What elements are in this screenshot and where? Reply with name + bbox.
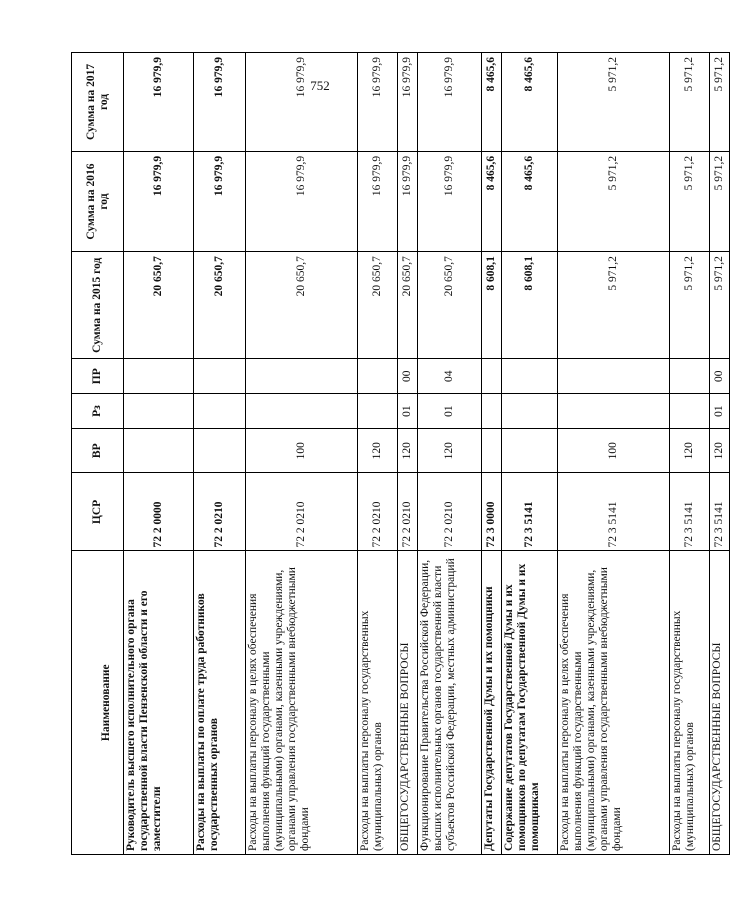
cell-sum-2017: 8 465,6: [482, 53, 502, 152]
cell-sum-2017: 16 979,9: [124, 53, 194, 152]
cell-name: Депутаты Государственной Думы и их помощники: [482, 551, 502, 855]
cell-sum-2015: 8 608,1: [482, 252, 502, 359]
cell-sum-2016: 16 979,9: [194, 151, 246, 251]
cell-name: Расходы на выплаты персоналу государственных (муниципальных) органов: [358, 551, 398, 855]
table-row: [558, 53, 670, 855]
cell-name: Расходы на выплаты персоналу в целях обеспечения выполнения функций государственными (муниципальными) органами, казенными учреждениями, органами управления государственными внебюджетными фондами: [558, 551, 670, 855]
header-sum-2015: Сумма на 2015 год: [72, 252, 124, 359]
cell-pr: [502, 359, 558, 394]
cell-sum-2015: 5 971,2: [670, 252, 710, 359]
cell-pr: [482, 359, 502, 394]
cell-csr: 72 3 5141: [558, 473, 670, 551]
cell-name: Функционирование Правительства Российской Федерации, высших исполнительных органов государственной власти субъектов Российской Федерации, местных администраций: [418, 551, 482, 855]
cell-vr: 120: [418, 428, 482, 473]
cell-rz: [502, 394, 558, 429]
cell-sum-2017: 16 979,9: [418, 53, 482, 152]
cell-name: Содержание депутатов Государственной Думы и их помощников по депутатам Государственной Думы и их помощникам: [502, 551, 558, 855]
cell-pr: [558, 359, 670, 394]
header-sum-2017: Сумма на 2017 год: [72, 53, 124, 152]
cell-sum-2017: 5 971,2: [670, 53, 710, 152]
cell-csr: 72 2 0210: [358, 473, 398, 551]
cell-sum-2017: 5 971,2: [710, 53, 730, 152]
cell-pr: [246, 359, 358, 394]
cell-rz: 01: [398, 394, 418, 429]
cell-vr: 120: [398, 428, 418, 473]
cell-sum-2015: 20 650,7: [124, 252, 194, 359]
cell-sum-2015: 5 971,2: [710, 252, 730, 359]
cell-rz: [358, 394, 398, 429]
table-row: [670, 53, 710, 855]
table-row: [124, 53, 194, 855]
header-name: Наименование: [72, 551, 124, 855]
cell-rz: [558, 394, 670, 429]
cell-csr: 72 3 5141: [670, 473, 710, 551]
cell-vr: 100: [246, 428, 358, 473]
cell-name: Расходы на выплаты персоналу государственных (муниципальных) органов: [670, 551, 710, 855]
cell-vr: 120: [670, 428, 710, 473]
cell-sum-2016: 16 979,9: [418, 151, 482, 251]
cell-sum-2016: 5 971,2: [670, 151, 710, 251]
cell-sum-2016: 16 979,9: [246, 151, 358, 251]
budget-table-container: [71, 52, 726, 855]
cell-name: ОБЩЕГОСУДАРСТВЕННЫЕ ВОПРОСЫ: [710, 551, 730, 855]
cell-name: ОБЩЕГОСУДАРСТВЕННЫЕ ВОПРОСЫ: [398, 551, 418, 855]
cell-csr: 72 3 0000: [482, 473, 502, 551]
cell-sum-2017: 5 971,2: [558, 53, 670, 152]
cell-rz: [246, 394, 358, 429]
cell-vr: 120: [358, 428, 398, 473]
cell-csr: 72 2 0000: [124, 473, 194, 551]
table-row: [710, 53, 730, 855]
cell-rz: [482, 394, 502, 429]
table-row: [194, 53, 246, 855]
cell-rz: [124, 394, 194, 429]
cell-sum-2015: 20 650,7: [246, 252, 358, 359]
cell-csr: 72 3 5141: [502, 473, 558, 551]
cell-csr: 72 2 0210: [194, 473, 246, 551]
cell-rz: 01: [710, 394, 730, 429]
cell-vr: [194, 428, 246, 473]
cell-pr: 04: [418, 359, 482, 394]
cell-csr: 72 2 0210: [418, 473, 482, 551]
cell-name: Расходы на выплаты по оплате труда работников государственных органов: [194, 551, 246, 855]
cell-sum-2017: 8 465,6: [502, 53, 558, 152]
header-rz: Рз: [72, 394, 124, 429]
cell-sum-2015: 5 971,2: [558, 252, 670, 359]
cell-sum-2015: 20 650,7: [398, 252, 418, 359]
cell-pr: [358, 359, 398, 394]
page-number: 752: [310, 78, 330, 93]
cell-csr: 72 2 0210: [398, 473, 418, 551]
cell-sum-2016: 8 465,6: [482, 151, 502, 251]
cell-sum-2015: 20 650,7: [418, 252, 482, 359]
cell-sum-2016: 5 971,2: [710, 151, 730, 251]
cell-vr: [482, 428, 502, 473]
cell-sum-2016: 8 465,6: [502, 151, 558, 251]
cell-name: Расходы на выплаты персоналу в целях обеспечения выполнения функций государственными (муниципальными) органами, казенными учреждениями, органами управления государственными внебюджетными фондами: [246, 551, 358, 855]
header-pr: ПР: [72, 359, 124, 394]
table-body: [124, 53, 730, 855]
cell-vr: 100: [558, 428, 670, 473]
budget-table: [71, 52, 730, 855]
cell-sum-2015: 8 608,1: [502, 252, 558, 359]
cell-pr: [124, 359, 194, 394]
cell-rz: [670, 394, 710, 429]
cell-pr: [670, 359, 710, 394]
cell-sum-2017: 16 979,9: [246, 53, 358, 152]
cell-vr: [502, 428, 558, 473]
cell-sum-2017: 16 979,9: [398, 53, 418, 152]
table-row: [502, 53, 558, 855]
cell-pr: 00: [710, 359, 730, 394]
table-row: [358, 53, 398, 855]
cell-rz: 01: [418, 394, 482, 429]
cell-sum-2016: 16 979,9: [124, 151, 194, 251]
cell-vr: [124, 428, 194, 473]
cell-sum-2015: 20 650,7: [194, 252, 246, 359]
cell-csr: 72 2 0210: [246, 473, 358, 551]
table-header-row: [72, 53, 124, 855]
cell-sum-2017: 16 979,9: [358, 53, 398, 152]
cell-sum-2016: 16 979,9: [358, 151, 398, 251]
cell-sum-2016: 5 971,2: [558, 151, 670, 251]
table-row: [418, 53, 482, 855]
table-row: [482, 53, 502, 855]
table-row: [398, 53, 418, 855]
cell-pr: 00: [398, 359, 418, 394]
cell-sum-2017: 16 979,9: [194, 53, 246, 152]
cell-name: Руководитель высшего исполнительного органа государственной власти Пензенской области и его заместители: [124, 551, 194, 855]
cell-sum-2015: 20 650,7: [358, 252, 398, 359]
cell-rz: [194, 394, 246, 429]
table-row: [246, 53, 358, 855]
header-vr: ВР: [72, 428, 124, 473]
header-sum-2016: Сумма на 2016 год: [72, 151, 124, 251]
cell-csr: 72 3 5141: [710, 473, 730, 551]
cell-vr: 120: [710, 428, 730, 473]
header-csr: ЦСР: [72, 473, 124, 551]
cell-sum-2016: 16 979,9: [398, 151, 418, 251]
cell-pr: [194, 359, 246, 394]
